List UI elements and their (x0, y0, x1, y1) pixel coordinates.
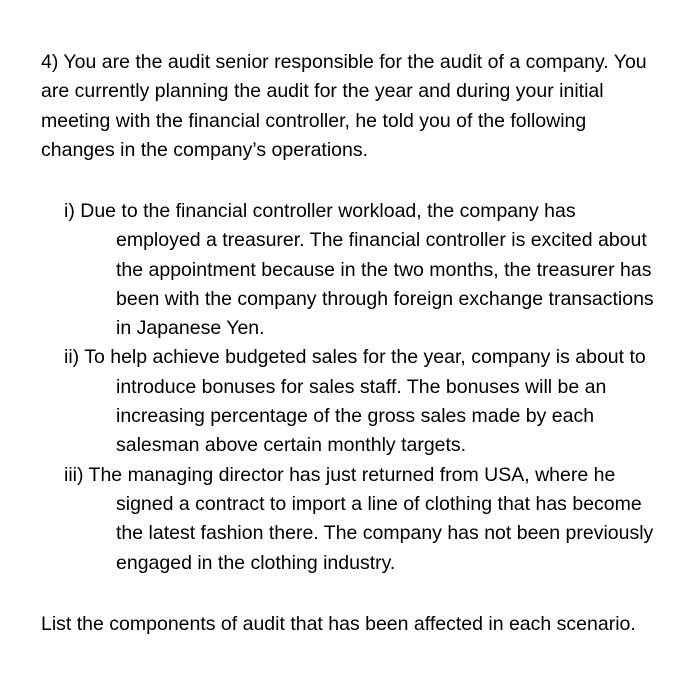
scenario-item-i: i) Due to the financial controller workload, the company has employed a treasurer. The financial controller is excited about the appointment because in the two months, the treasurer has been with the company through foreign exchange transactions in Japanese Yen. (64, 200, 654, 340)
scenario-list (64, 197, 664, 578)
question-instruction: List the components of audit that has been affected in each scenario. (41, 613, 636, 635)
scenario-item-iii: iii) The managing director has just returned from USA, where he signed a contract to import a line of clothing that has become the latest fashion there. The company has not been previously engaged in the clothing industry. (64, 463, 654, 574)
scenario-item-ii: ii) To help achieve budgeted sales for the year, company is about to introduce bonuses for sales staff. The bonuses will be an increasing percentage of the gross sales made by each salesman above certain monthly targets. (64, 346, 646, 457)
question-intro-paragraph: 4) You are the audit senior responsible for the audit of a company. You are currently planning the audit for the year and during your initial meeting with the financial controller, he told you of the following changes in the company’s operations. (41, 51, 647, 161)
